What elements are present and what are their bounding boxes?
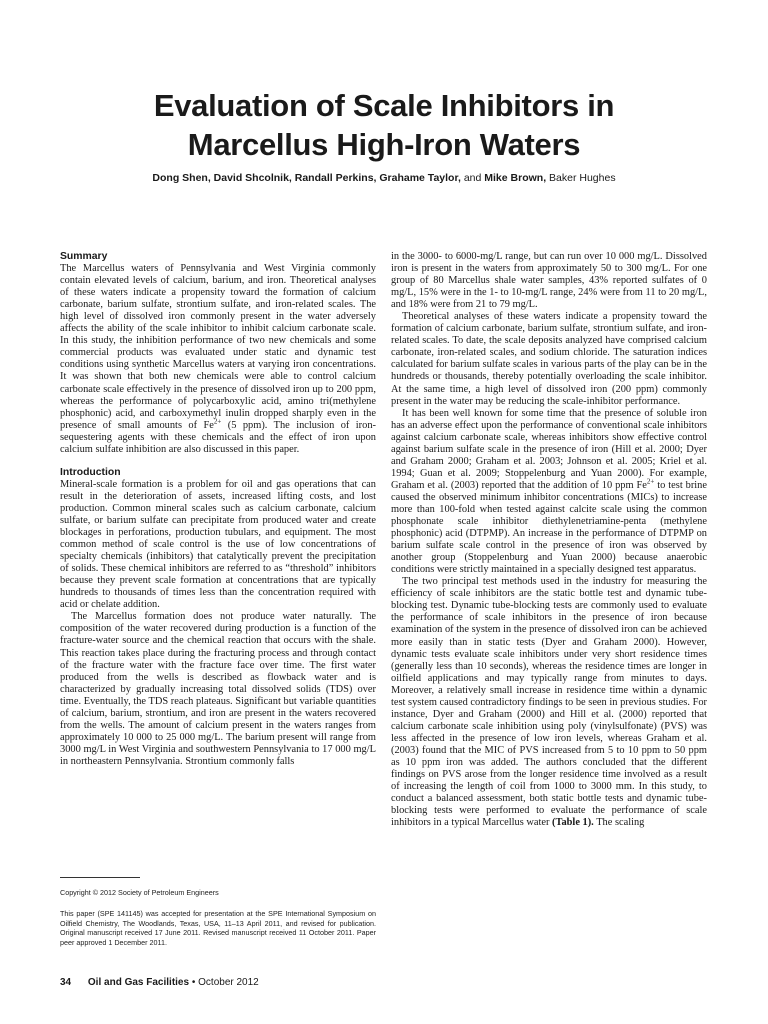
intro-paragraph-2-continued: in the 3000- to 6000-mg/L range, but can run over 10 000 mg/L. Dissolved iron is present in the waters from approximately 50 to 300 mg/L. For one group of 80 Marcellus shale water samples, 43% reported sulfates of 0 mg/L, 15% were in the 1- to 10-mg/L range, 24% were from 11 to 20 mg/L, and 18% were from 21 to 79 mg/L. [391,251,707,311]
author-names: Dong Shen, David Shcolnik, Randall Perkins, Grahame Taylor, [152,172,461,184]
right-column [391,251,707,829]
summary-superscript: 2+ [213,417,222,426]
intro-paragraph-4 [391,408,707,577]
author-line [0,172,768,184]
footer-bullet: • [191,977,196,988]
page-number: 34 [60,977,72,988]
footnote-rule [60,877,140,878]
intro-paragraph-1: Mineral-scale formation is a problem for oil and gas operations that can result in the deterioration of assets, increased lifting costs, and lost production. Common mineral scales such as calcium carbonate, calcium sulfate, or barium sulfate can precipitate from produced water and create blockages in perforations, production tubulars, and equipment. The most common method of scale control is the use of low concentrations of specialty chemicals (inhibitors) that catalytically prevent the precipitation of solids. These chemical inhibitors are referred to as “threshold” inhibitors because they prevent scale formation at concentrations that are typically hundreds to thousands of times less than the concentration required with acid or chelate addition. [60,478,376,611]
copyright-footnote: Copyright © 2012 Society of Petroleum Engineers [60,888,219,897]
p5-text-b: The scaling [593,817,645,829]
summary-heading: Summary [60,251,108,262]
p4-text-b: to test brine caused the observed minimum inhibitor concentrations (MICs) to increase more than 100-fold when tested against calcite scale using the common phosphonate scale inhibitor diethylenetriamine-penta (methylene phosphonic) acid (DTPMP). An increase in the performance of DTPMP on barium sulfate scale control in the presence of iron was observed by another group (Stoppelenburg and Yuan 2000) because anaerobic conditions were strictly maintained in a specially designed test apparatus. [391,479,707,576]
title-line-2: Marcellus High-Iron Waters [187,127,581,162]
p4-superscript: 2+ [646,477,655,486]
issue-date: October 2012 [198,977,259,988]
title-line-1: Evaluation of Scale Inhibitors in [153,88,615,123]
page-footer [60,977,259,988]
journal-name: Oil and Gas Facilities [87,977,190,988]
left-column [60,251,376,768]
p5-text-a: The two principal test methods used in the industry for measuring the efficiency of scale inhibitors are the static bottle test and dynamic tube-blocking test. Dynamic tube-blocking tests are commonly used to evaluate the performance of scale inhibitors in the presence of iron because examination of the system in the presence of dissolved iron can be achieved more easily than in static tests (Dyer and Graham 2000). However, dynamic tests evaluate scale inhibitors under very short residence times (generally less than 10 seconds), whereas the residence times are longer in oilfield applications and may typically range from minutes to days. Moreover, a relatively small increase in residence time within a dynamic test system caused contradictory findings to be seen in previous studies. For instance, Dyer and Graham (2000) and Hill et al. (2000) reported that calcium carbonate scale inhibition using poly (vinylsulfonate) (PVS) was less affected in the presence of low iron levels, whereas Graham et al. (2003) found that the MIC of PVS increased from 5 to 10 ppm to 50 ppm as 10 ppm iron was added. The authors concluded that the different findings on PVS arose from the longer residence time involved as a result of increasing the length of coil from 1000 to 3000 mm. In this study, to conduct a balanced assessment, both static bottle tests and dynamic tube-blocking tests were performed to evaluate the performance of scale inhibitors in a typical Marcellus water [391,576,707,829]
p4-text-a: It has been well known for some time that the presence of soluble iron has an adverse effect upon the performance of conventional scale inhibitors against calcium carbonate scale, whereas inhibitors show effective control against barium sulfate scale in the presence of iron (Hill et al. 2000; Dyer and Graham 2000; Graham et al. 2003; Johnson et al. 2005; Kriel et al. 1994; Guan et al. 2009; Stoppelenburg and Yuan 2000). For example, Graham et al. (2003) reported that the addition of 10 ppm Fe [391,407,707,491]
author-and: and [463,172,482,184]
table-reference-link: (Table 1). [552,817,594,829]
introduction-heading: Introduction [60,466,121,478]
paper-title [0,86,768,164]
summary-paragraph [60,263,376,456]
author-last: Mike Brown, [484,172,547,184]
summary-text-b: (5 ppm). The inclusion of iron-sequestering agents with these chemicals and the effect of iron upon calcium sulfate inhibition are also discussed in this paper. [60,419,376,455]
intro-paragraph-2: The Marcellus formation does not produce water naturally. The composition of the water recovered during production is a function of the fracture-water source and the chemical reaction that occurs with the shale. This reaction takes place during the fracturing process and through contact of the fracture water with the fracture face over time. The first water produced from the wells is described as flowback water and is characterized by gradually increasing total dissolved solids (TDS) over time. Eventually, the TDS reach plateaus. Significant but variable quantities of calcium, barium, strontium, and iron are present in the waters recovered from the wells. The amount of calcium present in the waters ranges from approximately 10 000 to 25 000 mg/L. The barium present will range from 3000 mg/L in West Virginia and southwestern Pennsylvania to 17 000 mg/L in northeastern Pennsylvania. Strontium commonly falls [60,611,376,767]
intro-paragraph-3: Theoretical analyses of these waters indicate a propensity toward the formation of calcium carbonate, barium sulfate, strontium sulfate, and iron-related scales. To date, the scale deposits analyzed have comprised calcium carbonate, iron-related scales, and sodium chloride. The saturation indices calculated for barium sulfate scales in various parts of the play can be in the hundreds or thousands, thereby potentially overloading the scale inhibitor. At the same time, a high level of dissolved iron (200 ppm) commonly present in the water may be reducing the scale-inhibitor performance. [391,311,707,407]
paper-info-footnote: This paper (SPE 141145) was accepted for presentation at the SPE International Symposium on Oilfield Chemistry, The Woodlands, Texas, USA, 11–13 April 2011, and revised for publication. Original manuscript received 17 June 2011. Revised manuscript received 11 October 2011. Paper peer approved 1 December 2011. [60,909,376,947]
summary-text-a: The Marcellus waters of Pennsylvania and West Virginia commonly contain elevated levels of calcium, barium, and iron. Theoretical analyses of these waters indicate a propensity toward the formation of calcium carbonate, barium sulfate, strontium sulfate, and iron-related scales. The high level of dissolved iron commonly present in the water adversely affects the ability of the scale inhibitor to inhibit calcium carbonate scale. In this study, the inhibition performance of two new chemicals and some commercial products was evaluated under static and dynamic test conditions using synthetic Marcellus waters at varying iron concentrations. It was shown that both new chemicals were able to control calcium carbonate scale effectively in the presence of dissolved iron up to 200 ppm, whereas the performance of polycarboxylic acid, amino tri(methylene phosphonic) acid, and carboxymethyl inulin dropped sharply even in the presence of small amounts of Fe [60,263,376,431]
author-affiliation: Baker Hughes [549,172,616,184]
intro-paragraph-5 [391,576,707,829]
